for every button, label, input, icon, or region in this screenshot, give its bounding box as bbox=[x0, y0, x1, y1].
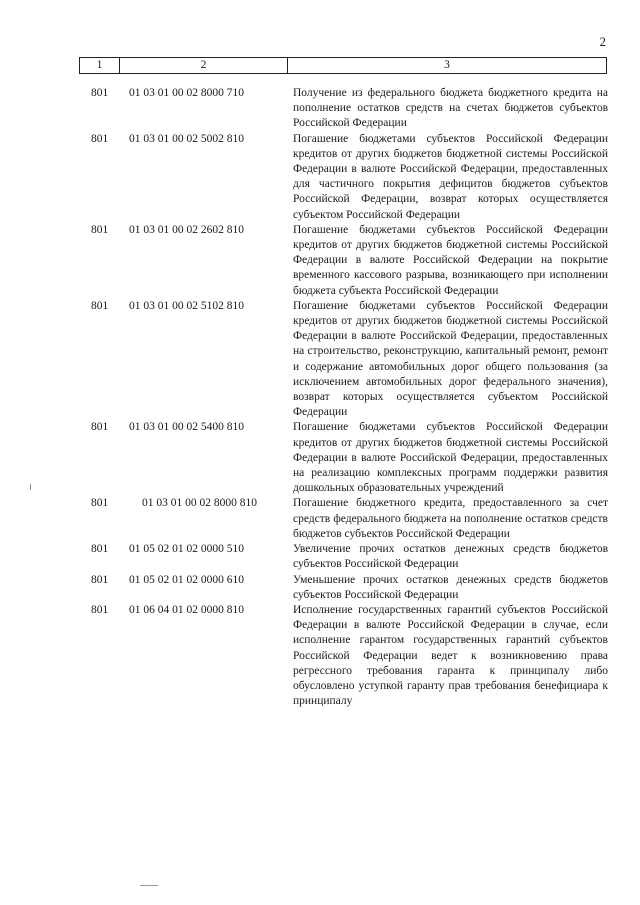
budget-classification-code: 01 03 01 00 02 5400 810 bbox=[129, 421, 244, 434]
admin-code: 801 bbox=[91, 223, 109, 236]
row-description: Погашение бюджетами субъектов Российской Федерации кредитов от других бюджетов бюджетной системы Российской Федерации в валюте Российской Федерации, предоставленных на строительство, реконструкцию, капитальный ремонт, ремонт и содержание автомобильных дорог общего пользования (за исключением автомобильных дорог федерального значения), возврат которых осуществляется субъектом Российской Федерации bbox=[293, 299, 608, 419]
table-row bbox=[0, 223, 640, 299]
budget-classification-code: 01 03 01 00 02 5002 810 bbox=[129, 132, 244, 145]
table-row bbox=[0, 496, 640, 542]
row-description: Погашение бюджетами субъектов Российской Федерации кредитов от других бюджетов бюджетной системы Российской Федерации в валюте Российской Федерации на покрытие временного кассового разрыва, возникающего при исполнении бюджета субъекта Российской Федерации bbox=[293, 223, 608, 297]
header-col-2: 2 bbox=[120, 58, 288, 73]
budget-classification-code: 01 03 01 00 02 8000 810 bbox=[142, 497, 257, 510]
admin-code: 801 bbox=[91, 573, 109, 586]
budget-classification-code: 01 03 01 00 02 8000 710 bbox=[129, 87, 244, 99]
row-description: Погашение бюджетами субъектов Российской Федерации кредитов от других бюджетов бюджетной системы Российской Федерации в валюте Российской Федерации, предоставленных для частичного покрытия дефицитов бюджетов субъектов Российской Федерации, возврат которых осуществляется субъектом Российской Федерации bbox=[293, 132, 608, 221]
row-description: Уменьшение прочих остатков денежных средств бюджетов субъектов Российской Федерации bbox=[293, 573, 608, 601]
scan-artifact bbox=[140, 885, 158, 886]
budget-classification-code: 01 03 01 00 02 2602 810 bbox=[129, 223, 244, 236]
table-body bbox=[0, 86, 640, 709]
page-number: 2 bbox=[599, 34, 606, 49]
budget-classification-code: 01 03 01 00 02 5102 810 bbox=[129, 299, 244, 312]
budget-classification-code: 01 05 02 01 02 0000 510 bbox=[129, 543, 244, 556]
admin-code: 801 bbox=[91, 603, 109, 616]
table-row bbox=[0, 86, 640, 132]
row-description: Получение из федерального бюджета бюджетного кредита на пополнение остатков средств на счетах бюджетов субъектов Российской Федерации bbox=[293, 87, 608, 130]
admin-code: 801 bbox=[91, 497, 109, 510]
admin-code: 801 bbox=[91, 421, 109, 434]
table-header bbox=[79, 57, 607, 74]
margin-mark bbox=[30, 484, 31, 490]
budget-classification-code: 01 06 04 01 02 0000 810 bbox=[129, 603, 244, 616]
table-row bbox=[0, 542, 640, 572]
admin-code: 801 bbox=[91, 299, 109, 312]
row-description: Погашение бюджетного кредита, предоставленного за счет средств федерального бюджета на пополнение остатков средств бюджетов субъектов Российской Федерации bbox=[293, 497, 608, 540]
budget-classification-code: 01 05 02 01 02 0000 610 bbox=[129, 573, 244, 586]
row-description: Погашение бюджетами субъектов Российской Федерации кредитов от других бюджетов бюджетной системы Российской Федерации в валюте Российской Федерации, предоставленных на реализацию комплексных программ поддержки развития дошкольных образовательных учреждений bbox=[293, 421, 608, 495]
table-row bbox=[0, 299, 640, 421]
table-row bbox=[0, 132, 640, 223]
header-col-1: 1 bbox=[80, 58, 120, 73]
row-description: Увеличение прочих остатков денежных средств бюджетов субъектов Российской Федерации bbox=[293, 543, 608, 571]
table-row bbox=[0, 420, 640, 496]
header-col-3: 3 bbox=[444, 59, 450, 71]
table-row bbox=[0, 573, 640, 603]
table-row bbox=[0, 603, 640, 709]
row-description: Исполнение государственных гарантий субъектов Российской Федерации в валюте Российской Федерации в случае, если исполнение гарантом государственных гарантий субъектов Российской Федерации ведет к возникновению права регрессного требования гаранта к принципалу либо обусловлено уступкой гаранту прав требования бенефициара к принципалу bbox=[293, 603, 608, 708]
admin-code: 801 bbox=[91, 87, 109, 99]
admin-code: 801 bbox=[91, 132, 109, 145]
admin-code: 801 bbox=[91, 543, 109, 556]
